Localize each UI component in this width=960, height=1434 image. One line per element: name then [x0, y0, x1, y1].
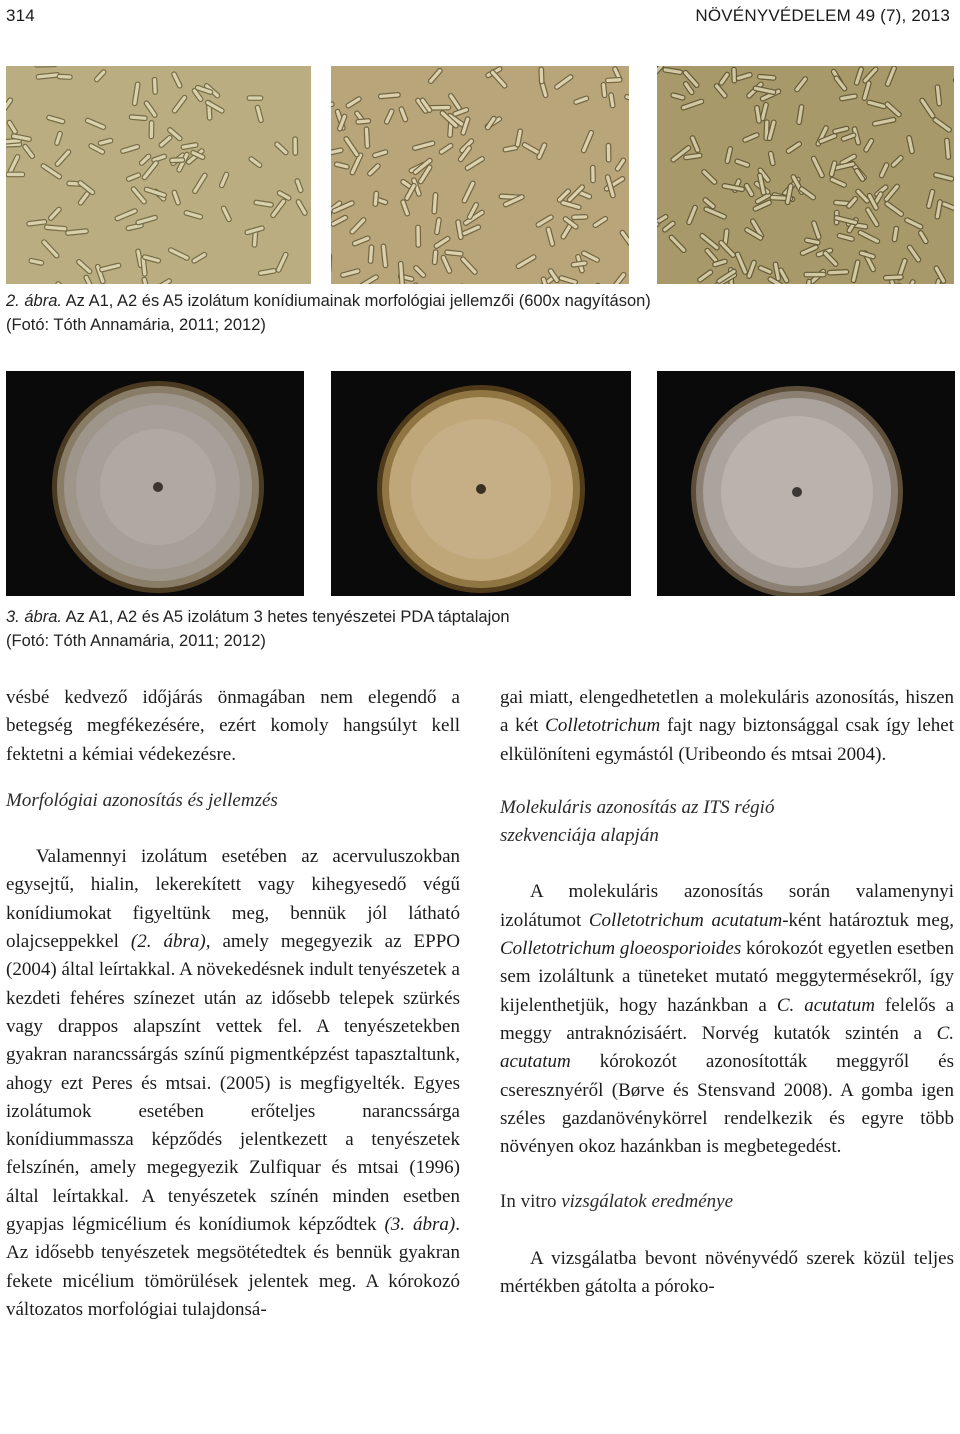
- left-paragraph-1: vésbé kedvező időjárás önmagában nem elegendő a betegség megfékezésére, ezért komoly hangsúlyt kell fektetni a kémiai védekezésre.: [6, 687, 460, 765]
- figure3-label: 3. ábra.: [6, 608, 62, 626]
- left-paragraph-2: Valamennyi izolátum esetében az acervuluszokban egysejtű, hialin, lekerekített vagy kihegyesedő végű konídiumokat figyeltünk meg, bennük jól látható olajcseppekkel (2. ábra), amely megegyezik az EPPO (2004) által leírtakkal. A növekedésnek indult tenyészetek a kezdeti fehéres színezet után az idősebb telepek szürkés vagy drappos alapszínt vettek fel. A tenyészetekben gyakran narancssárgás színű pigmentképzést tapasztaltunk, ahogy ezt Peres és mtsai. (2005) is megfigyelték. Egyes izolátumok esetében erőteljes narancssárga konídiummassza képződés jelentkezett a tenyészetek felszínén, amely megegyezik Zulfiquar és mtsai (1996) által leírtakkal. A tenyészetek színén minden esetben gyapjas légmicélium és konídiumok képződtek (3. ábra). Az idősebb tenyészetek megsötétedtek és bennük gyakran fekete micélium tömörülések jelentek meg. A kórokozó változatos morfológiai tulajdonsá-: [6, 846, 460, 1320]
- figure2-reference: (2. ábra): [130, 931, 206, 953]
- right-paragraph-1: gai miatt, elengedhetetlen a molekuláris azonosítás, hiszen a két Colletotrichum fajt nagy biztonsággal csak így lehet elkülöníteni egymástól (Uribeondo és mtsai 2004).: [500, 687, 954, 765]
- right-column: [500, 684, 954, 1301]
- figure2-credit: (Fotó: Tóth Annamária, 2011; 2012): [6, 316, 266, 334]
- figure2-caption-text: Az A1, A2 és A5 izolátum konídiumainak morfológiai jellemzői (600x nagyításon): [61, 292, 651, 310]
- petri-dish-a5: [657, 371, 955, 596]
- figure3-credit: (Fotó: Tóth Annamária, 2011; 2012): [6, 632, 266, 650]
- figure2-label: 2. ábra.: [6, 292, 62, 310]
- section-heading-molecular: Molekuláris azonosítás az ITS régió szekvenciája alapján: [500, 796, 775, 847]
- petri-dish-a1: [6, 371, 304, 596]
- page-number: 314: [6, 6, 35, 25]
- figure3-reference: (3. ábra): [384, 1214, 456, 1236]
- section-heading-morphology: Morfológiai azonosítás és jellemzés: [6, 789, 278, 811]
- micrograph-a5: [657, 66, 954, 284]
- figure2-caption: [6, 289, 651, 337]
- micrograph-a1: [6, 66, 311, 284]
- right-paragraph-3: A vizsgálatba bevont növényvédő szerek közül teljes mértékben gátolta a póroko-: [500, 1247, 954, 1298]
- section-heading-in-vitro: In vitro vizsgálatok eredménye: [500, 1191, 734, 1213]
- right-paragraph-2: A molekuláris azonosítás során valamenynyi izolátumot Colletotrichum acutatum-ként határoztuk meg, Colletotrichum gloeosporioides kórokozót egyetlen esetben sem izoláltunk a tüneteket mutató meggytermésekről, így kijelenthetjük, hogy hazánkban a C. acutatum felelős a meggy antraknózisáért. Norvég kutatók szintén a C. acutatum kórokozót azonosították meggyről és cseresznyéről (Børve és Stensvand 2008). A gomba igen széles gazdanövénykörrel rendelkezik és egyre több növényen okoz hazánkban is megbetegedést.: [500, 881, 955, 1158]
- petri-dish-a2: [331, 371, 631, 596]
- figure3-caption-text: Az A1, A2 és A5 izolátum 3 hetes tenyészetei PDA táptalajon: [61, 608, 510, 626]
- figure3-caption: [6, 605, 510, 653]
- journal-title: NÖVÉNYVÉDELEM 49 (7), 2013: [695, 6, 950, 25]
- left-column: [6, 684, 460, 1324]
- micrograph-a2: [331, 66, 629, 284]
